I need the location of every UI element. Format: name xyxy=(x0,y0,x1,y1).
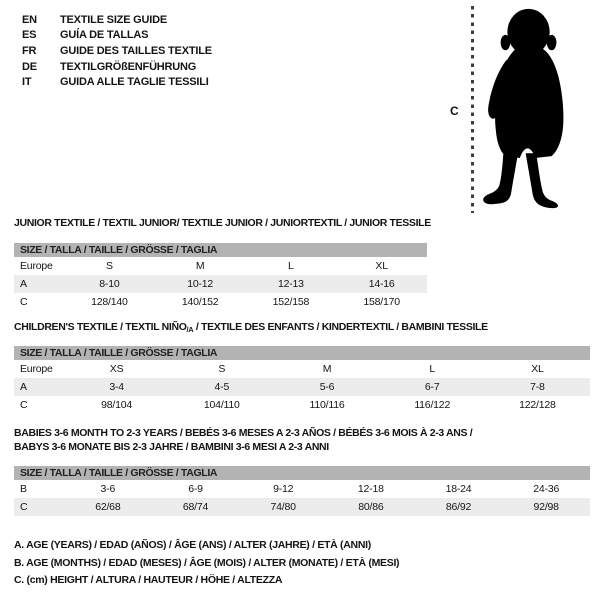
size-cell: 140/152 xyxy=(181,296,219,308)
table-row-age xyxy=(14,275,427,293)
size-cell: 24-36 xyxy=(533,483,560,495)
language-code: DE xyxy=(22,60,37,73)
language-code: ES xyxy=(22,29,37,42)
size-cell: 3-6 xyxy=(100,483,116,495)
footnote-b: B. AGE (MONTHS) / EDAD (MESES) / ÂGE (MOIS) / ALTER (MONATE) / ETÀ (MESI) xyxy=(14,556,400,569)
table-row-height xyxy=(14,498,590,516)
size-cell: 74/80 xyxy=(270,501,296,513)
size-cell: 7-8 xyxy=(530,381,545,393)
table-row-height xyxy=(14,396,590,414)
table-row-height xyxy=(14,293,427,311)
size-cell: 18-24 xyxy=(445,483,472,495)
junior-size-table xyxy=(14,243,427,311)
size-cell: M xyxy=(195,260,205,272)
size-cell: 10-12 xyxy=(187,278,214,290)
babies-size-table xyxy=(14,466,590,516)
language-label: TEXTILGRÖßENFÜHRUNG xyxy=(60,60,197,73)
language-code: FR xyxy=(22,44,37,57)
children-size-table xyxy=(14,346,590,414)
row-label: Europe xyxy=(20,363,53,375)
language-header-block xyxy=(22,12,212,90)
language-label: GUÍA DE TALLAS xyxy=(60,29,149,42)
size-cell: 68/74 xyxy=(182,501,209,513)
size-cell: 12-18 xyxy=(357,483,384,495)
size-cell: XS xyxy=(109,363,124,375)
size-table-header: SIZE / TALLA / TAILLE / GRÖSSE / TAGLIA xyxy=(14,243,427,257)
baby-silhouette xyxy=(481,7,578,209)
size-cell: 4-5 xyxy=(214,381,230,393)
section-title-line2: BABYS 3-6 MONATE BIS 2-3 JAHRE / BAMBINI 3-6 MESI A 2-3 ANNI xyxy=(14,440,329,453)
section-title-line1: BABIES 3-6 MONTH TO 2-3 YEARS / BEBÉS 3-6 MESES A 2-3 AÑOS / BÉBÉS 3-6 MOIS À 2-3 ANS / xyxy=(14,427,473,439)
size-cell: S xyxy=(105,260,113,272)
size-cell: XL xyxy=(375,260,388,272)
size-cell: 104/110 xyxy=(203,399,240,411)
size-cell: S xyxy=(218,363,226,375)
footnotes xyxy=(14,537,399,590)
row-label: C xyxy=(20,296,28,308)
size-cell: M xyxy=(322,363,332,375)
table-row-age-months xyxy=(14,480,590,498)
size-cell: XL xyxy=(531,363,544,375)
section-title-junior: JUNIOR TEXTILE / TEXTIL JUNIOR/ TEXTILE JUNIOR / JUNIORTEXTIL / JUNIOR TESSILE xyxy=(14,217,431,229)
row-label: B xyxy=(20,483,27,495)
language-label: GUIDA ALLE TAGLIE TESSILI xyxy=(60,76,209,89)
size-cell: 5-6 xyxy=(319,381,335,393)
language-row-fr xyxy=(22,43,212,59)
language-row-de xyxy=(22,59,212,75)
footnote-c: C. (cm) HEIGHT / ALTURA / HAUTEUR / HÖHE / ALTEZZA xyxy=(14,574,283,586)
size-cell: 3-4 xyxy=(109,381,124,393)
size-cell: 12-13 xyxy=(277,278,304,290)
size-cell: 86/92 xyxy=(445,501,472,513)
row-label: Europe xyxy=(20,260,53,272)
language-row-it xyxy=(22,74,212,90)
size-table-header: SIZE / TALLA / TAILLE / GRÖSSE / TAGLIA xyxy=(14,346,590,360)
language-row-es xyxy=(22,28,212,44)
size-cell: 98/104 xyxy=(101,399,133,411)
size-cell: 122/128 xyxy=(519,399,556,411)
section-title-part: / TEXTILE DES ENFANTS / KINDERTEXTIL / BAMBINI TESSILE xyxy=(193,321,488,333)
size-cell: 110/116 xyxy=(309,399,345,411)
row-label: C xyxy=(20,399,28,411)
footnote-a: A. AGE (YEARS) / EDAD (AÑOS) / ÂGE (ANS) / ALTER (JAHRE) / ETÀ (ANNI) xyxy=(14,539,371,551)
size-cell: 116/122 xyxy=(414,399,451,411)
size-cell: L xyxy=(429,363,436,375)
size-cell: 6-9 xyxy=(188,483,203,495)
size-cell: 92/98 xyxy=(533,501,559,513)
row-label: A xyxy=(20,381,27,393)
language-code: EN xyxy=(22,13,37,26)
size-cell: 8-10 xyxy=(99,278,120,290)
size-cell: 128/140 xyxy=(91,296,128,308)
section-title-children xyxy=(14,321,488,334)
section-title-part: CHILDREN'S TEXTILE / TEXTIL NIÑO xyxy=(14,321,187,333)
size-cell: L xyxy=(288,260,294,272)
row-label: C xyxy=(20,501,28,513)
size-cell: 80/86 xyxy=(358,501,384,513)
size-cell: 158/170 xyxy=(363,296,400,308)
language-code: IT xyxy=(22,76,32,89)
table-row-europe xyxy=(14,360,590,378)
figure-measure-label: C xyxy=(450,104,459,118)
language-label: TEXTILE SIZE GUIDE xyxy=(60,13,168,26)
language-row-en xyxy=(22,12,212,28)
size-cell: 9-12 xyxy=(273,483,294,495)
size-cell: 62/68 xyxy=(95,501,121,513)
section-title-subscript: /A xyxy=(186,325,194,334)
row-label: A xyxy=(20,278,27,290)
table-row-europe xyxy=(14,257,427,275)
size-table-header: SIZE / TALLA / TAILLE / GRÖSSE / TAGLIA xyxy=(14,466,590,480)
size-cell: 14-16 xyxy=(368,278,395,290)
language-label: GUIDE DES TAILLES TEXTILE xyxy=(60,44,212,57)
size-cell: 152/158 xyxy=(272,296,310,308)
height-dotted-line xyxy=(471,6,474,213)
section-title-babies xyxy=(14,427,494,454)
size-cell: 6-7 xyxy=(424,381,440,393)
table-row-age xyxy=(14,378,590,396)
